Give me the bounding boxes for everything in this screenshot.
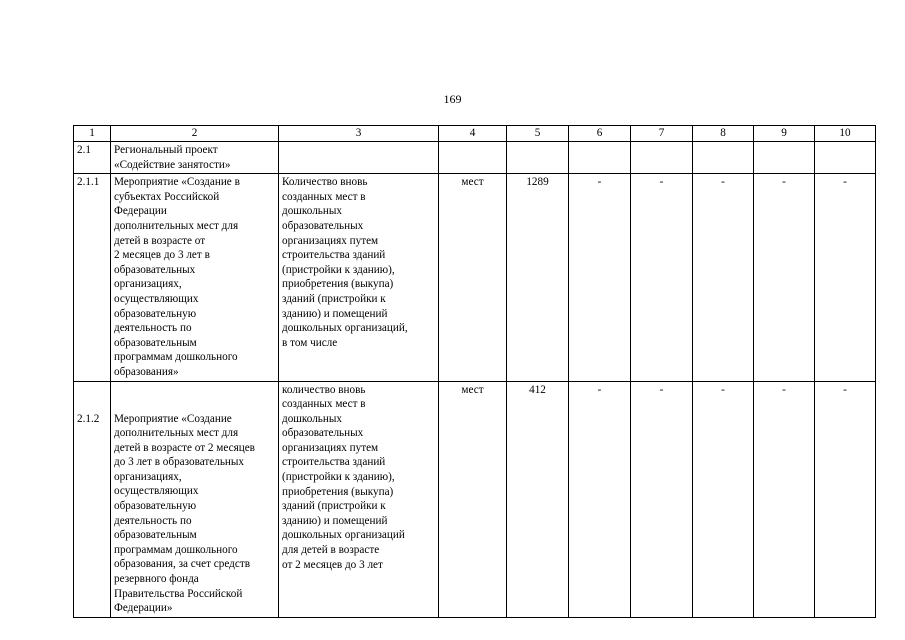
empty-cell xyxy=(754,142,815,174)
column-header: 2 xyxy=(111,126,279,142)
column-header: 5 xyxy=(507,126,569,142)
empty-cell xyxy=(439,142,507,174)
row-name: Мероприятие «Создание дополнительных мест для детей в возрасте от 2 месяцев до 3 лет в образовательных организациях, осуществляющих образовательную деятельность по образовательным программам дошкольного образования, за счет средств резервного фонда Правительства Российской Федерации» xyxy=(111,381,279,617)
row-value: - xyxy=(815,174,876,381)
row-value: - xyxy=(569,174,631,381)
row-value: - xyxy=(754,174,815,381)
empty-cell xyxy=(815,142,876,174)
row-value: - xyxy=(631,174,693,381)
column-header: 9 xyxy=(754,126,815,142)
column-header: 4 xyxy=(439,126,507,142)
column-header: 1 xyxy=(74,126,111,142)
empty-cell xyxy=(569,142,631,174)
row-unit: мест xyxy=(439,174,507,381)
row-value: - xyxy=(815,381,876,617)
table-row xyxy=(74,381,876,617)
table-row xyxy=(74,142,876,174)
data-table xyxy=(73,125,876,618)
row-id: 2.1 xyxy=(74,142,111,174)
row-name: Мероприятие «Создание в субъектах Российской Федерации дополнительных мест для детей в возрасте от 2 месяцев до 3 лет в образовательных организациях, осуществляющих образовательную деятельность по образовательным программам дошкольного образования» xyxy=(111,174,279,381)
row-id: 2.1.2 xyxy=(74,381,111,617)
empty-cell xyxy=(279,142,439,174)
row-unit: мест xyxy=(439,381,507,617)
empty-cell xyxy=(631,142,693,174)
empty-cell xyxy=(507,142,569,174)
empty-cell xyxy=(693,142,754,174)
column-header: 7 xyxy=(631,126,693,142)
row-id: 2.1.1 xyxy=(74,174,111,381)
row-value: 1289 xyxy=(507,174,569,381)
row-value: 412 xyxy=(507,381,569,617)
column-header: 6 xyxy=(569,126,631,142)
row-indicator: количество вновь созданных мест в дошкольных образовательных организациях путем строительства зданий (пристройки к зданию), приобретения (выкупа) зданий (пристройки к зданию) и помещений дошкольных организаций для детей в возрасте от 2 месяцев до 3 лет xyxy=(279,381,439,617)
row-value: - xyxy=(631,381,693,617)
table-row xyxy=(74,174,876,381)
row-value: - xyxy=(693,381,754,617)
column-header: 8 xyxy=(693,126,754,142)
column-header: 3 xyxy=(279,126,439,142)
row-value: - xyxy=(569,381,631,617)
row-indicator: Количество вновь созданных мест в дошкольных образовательных организациях путем строительства зданий (пристройки к зданию), приобретения (выкупа) зданий (пристройки к зданию) и помещений дошкольных организаций, в том числе xyxy=(279,174,439,381)
row-value: - xyxy=(754,381,815,617)
column-number-row xyxy=(74,126,876,142)
row-value: - xyxy=(693,174,754,381)
column-header: 10 xyxy=(815,126,876,142)
page-number: 169 xyxy=(443,92,462,106)
row-name: Региональный проект «Содействие занятости» xyxy=(111,142,279,174)
